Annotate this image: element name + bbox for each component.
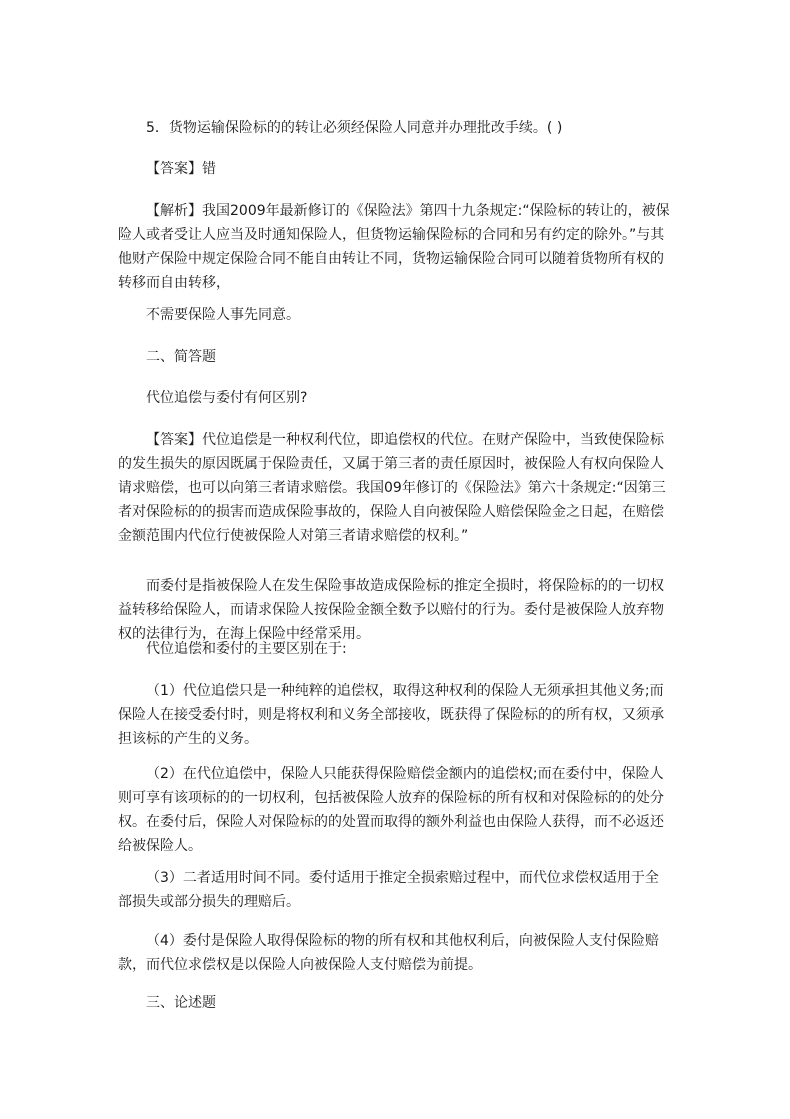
short-question-1: 代位追偿与委付有何区别? <box>146 390 308 406</box>
section-heading-essay: 三、论述题 <box>146 995 216 1011</box>
section-heading-short-answer: 二、简答题 <box>146 349 216 365</box>
abandonment-definition: 而委付是指被保险人在发生保险事故造成保险标的推定全损时，将保险标的的一切权益转移给保险人，而请求保险人按保险金额全数予以赔付的行为。委付是被保险人放弃物权的法律行为，在海上保险中经常采用。 <box>118 578 664 642</box>
difference-1: （1）代位追偿只是一种纯粹的追偿权，取得这种权利的保险人无须承担其他义务;而保险人在接受委付时，则是将权利和义务全部接收，既获得了保险标的的所有权，又须承担该标的产生的义务。 <box>118 683 664 747</box>
question-5-analysis-continued: 不需要保险人事先同意。 <box>146 307 300 323</box>
question-5: 5．货物运输保险标的的转让必须经保险人同意并办理批改手续。( ) <box>146 120 563 136</box>
difference-2: （2）在代位追偿中，保险人只能获得保险赔偿金额内的追偿权;而在委付中，保险人则可享有该项标的的一切权利，包括被保险人放弃的保险标的所有权和对保险标的的处分权。在委付后，保险人对保险标的的处置而取得的额外利益也由保险人获得，而不必返还给被保险人。 <box>118 766 664 854</box>
differences-intro: 代位追偿和委付的主要区别在于: <box>146 641 347 657</box>
question-5-answer: 【答案】错 <box>146 161 216 177</box>
short-question-1-answer: 【答案】代位追偿是一种权利代位，即追偿权的代位。在财产保险中，当致使保险标的发生损失的原因既属于保险责任，又属于第三者的责任原因时，被保险人有权向保险人请求赔偿，也可以向第三者请求赔偿。我国09年修订的《保险法》第六十条规定:“因第三者对保险标的的损害而造成保险事故的，保险人自向被保险人赔偿保险金之日起，在赔偿金额范围内代位行使被保险人对第三者请求赔偿的权利。” <box>118 432 666 544</box>
question-5-analysis: 【解析】我国2009年最新修订的《保险法》第四十九条规定:“保险标的转让的，被保险人或者受让人应当及时通知保险人，但货物运输保险标的合同和另有约定的除外。”与其他财产保险中规定保险合同不能自由转让不同，货物运输保险合同可以随着货物所有权的转移而自由转移， <box>118 203 670 291</box>
difference-4: （4）委付是保险人取得保险标的物的所有权和其他权利后，向被保险人支付保险赔款，而代位求偿权是以保险人向被保险人支付赔偿为前提。 <box>118 933 659 973</box>
difference-3: （3）二者适用时间不同。委付适用于推定全损索赔过程中，而代位求偿权适用于全部损失或部分损失的理赔后。 <box>118 870 659 910</box>
